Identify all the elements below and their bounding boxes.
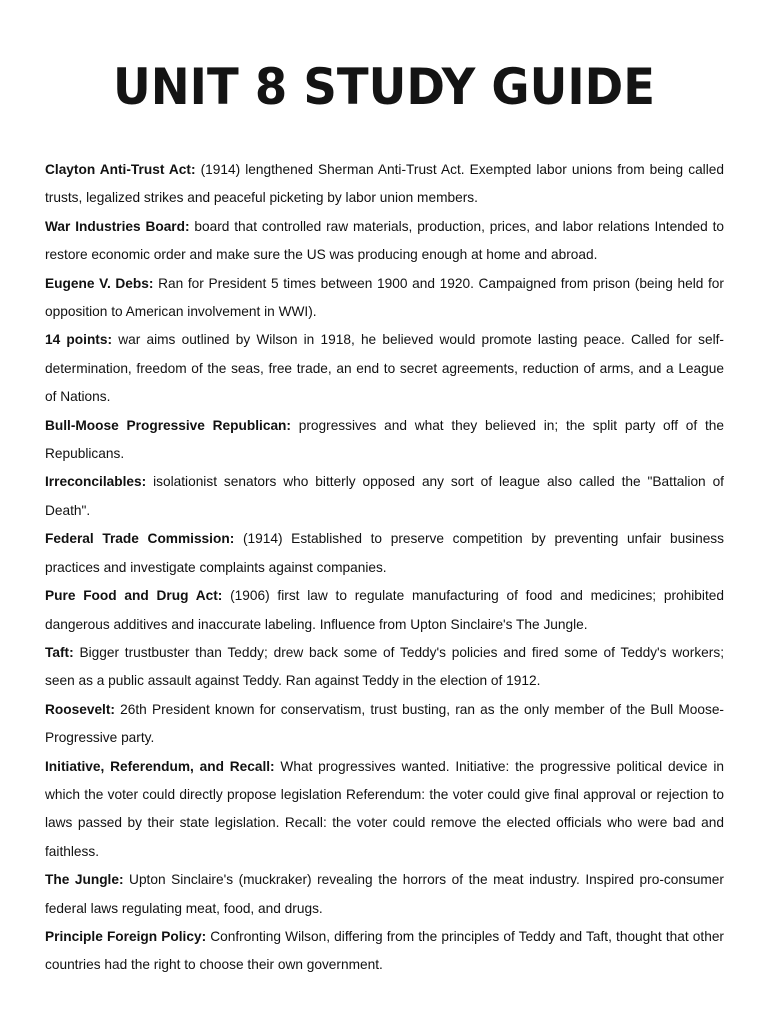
entry-definition: (1906) first law to regulate manufacturing of food and medicines; prohibited dangerous additives and inaccurate labeling. Influence from Upton Sinclaire's The Jungle. [45, 588, 724, 632]
entry-principle-foreign-policy [45, 923, 724, 980]
entry-taft [45, 639, 724, 696]
entry-list [45, 156, 724, 980]
entry-term: Principle Foreign Policy: [45, 928, 207, 944]
entry-term: Clayton Anti-Trust Act: [45, 162, 196, 177]
entry-definition: isolationist senators who bitterly opposed any sort of league also called the "Battalion of Death". [45, 474, 724, 518]
entry-definition: Confronting Wilson, differing from the principles of Teddy and Taft, thought that other countries had the right to choose their own government. [45, 928, 724, 973]
entry-term: Taft: [45, 644, 74, 660]
entry-pure-food-and-drug-act [45, 582, 724, 639]
entry-roosevelt [45, 696, 724, 753]
entry-term: Pure Food and Drug Act: [45, 588, 223, 604]
entry-term: War Industries Board: [45, 218, 190, 234]
entry-14-points [45, 326, 724, 411]
entry-definition: What progressives wanted. Initiative: the progressive political device in which the voter could directly propose legislation Referendum: the voter could give final approval or rejection to laws passed by their state legislation. Recall: the voter could remove the elected officials who were bad and faithless. [45, 758, 724, 859]
entry-initiative-referendum-recall [45, 753, 724, 867]
entry-irreconcilables [45, 468, 724, 525]
entry-definition: 26th President known for conservatism, trust busting, ran as the only member of the Bull Moose-Progressive party. [45, 701, 724, 746]
entry-definition: progressives and what they believed in; the split party off of the Republicans. [45, 417, 724, 462]
entry-bull-moose [45, 412, 724, 469]
entry-eugene-v-debs [45, 270, 724, 327]
entry-term: Roosevelt: [45, 701, 115, 717]
entry-definition: war aims outlined by Wilson in 1918, he believed would promote lasting peace. Called for self-determination, freedom of the seas, free trade, an end to secret agreements, reduction of arms, and a League of Nations. [45, 332, 724, 405]
entry-definition: (1914) lengthened Sherman Anti-Trust Act. Exempted labor unions from being called trusts, legalized strikes and peaceful picketing by labor union members. [45, 162, 724, 206]
entry-term: Irreconcilables: [45, 474, 147, 490]
entry-federal-trade-commission [45, 525, 724, 582]
entry-definition: Upton Sinclaire's (muckraker) revealing the horrors of the meat industry. Inspired pro-consumer federal laws regulating meat, food, and drugs. [45, 872, 724, 916]
entry-definition: Ran for President 5 times between 1900 and 1920. Campaigned from prison (being held for opposition to American involvement in WWI). [45, 275, 724, 320]
entry-term: Bull-Moose Progressive Republican: [45, 417, 291, 433]
entry-definition: Bigger trustbuster than Teddy; drew back some of Teddy's policies and fired some of Teddy's workers; seen as a public assault against Teddy. Ran against Teddy in the election of 1912. [45, 644, 724, 689]
entry-term: Initiative, Referendum, and Recall: [45, 758, 275, 774]
entry-term: The Jungle: [45, 872, 124, 888]
entry-definition: board that controlled raw materials, production, prices, and labor relations Intended to restore economic order and make sure the US was producing enough at home and abroad. [45, 218, 725, 263]
entry-definition: (1914) Established to preserve competition by preventing unfair business practices and investigate complaints against companies. [45, 531, 724, 575]
entry-war-industries-board [45, 213, 724, 270]
entry-clayton-anti-trust-act [45, 156, 724, 213]
entry-term: 14 points: [45, 332, 113, 348]
page-title: UNIT 8 STUDY GUIDE [112, 58, 656, 116]
entry-the-jungle [45, 866, 724, 923]
entry-term: Federal Trade Commission: [45, 531, 235, 547]
entry-term: Eugene V. Debs: [45, 275, 154, 291]
